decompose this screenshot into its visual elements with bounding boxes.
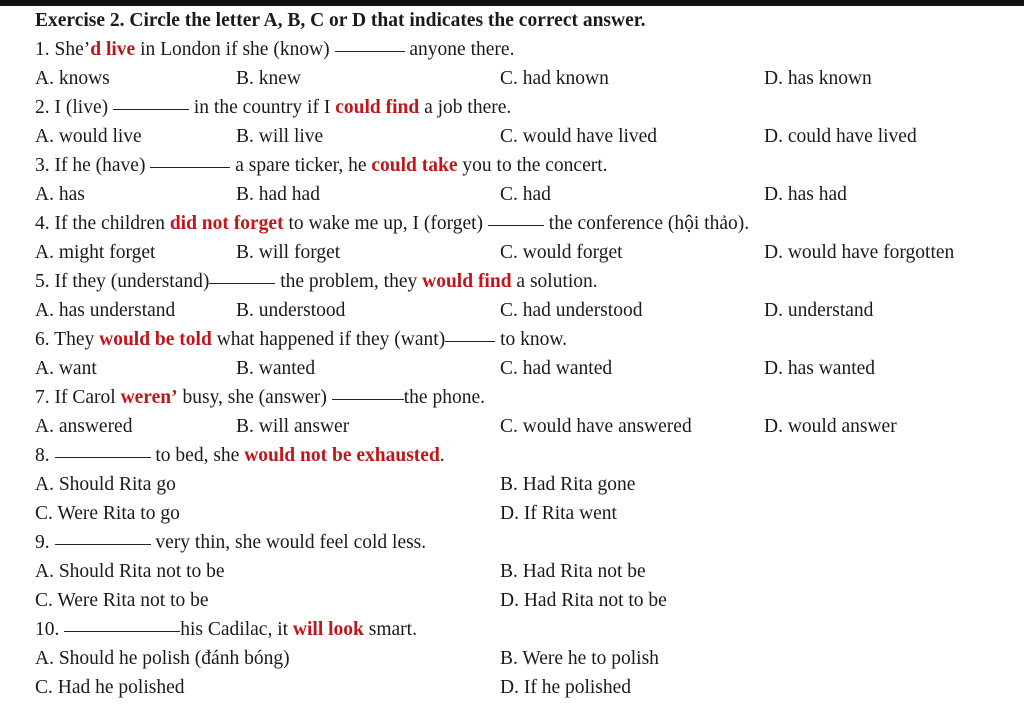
option-c[interactable]: C. would have lived [500,126,658,147]
question-fragment: They [54,329,100,350]
highlighted-phrase: would be told [99,329,212,350]
question-fragment: She’ [54,39,91,60]
option-b[interactable]: B. understood [236,300,346,321]
question-number: 3. [35,155,50,176]
question-fragment: If the children [54,213,170,234]
question-fragment: I (live) [54,97,113,118]
answer-blank[interactable] [55,543,151,545]
question-fragment: very thin, she would feel cold less. [150,532,427,553]
question-text [35,267,598,296]
question-stem [0,615,1024,644]
options-row [0,354,1024,383]
option-d[interactable]: D. If Rita went [500,503,617,524]
question-fragment: to know. [495,329,568,350]
question-number: 1. [35,39,50,60]
exercise-title-line [0,6,1024,35]
option-b[interactable]: B. wanted [236,358,316,379]
question-text [35,35,514,64]
answer-blank[interactable] [64,630,180,632]
option-c[interactable]: C. Had he polished [35,677,185,698]
question-number: 6. [35,329,50,350]
options-row [0,238,1024,267]
option-c[interactable]: C. Were Rita not to be [35,590,209,611]
question-number: 10. [35,619,60,640]
option-d[interactable]: D. could have lived [764,126,917,147]
question-number: 4. [35,213,50,234]
question-text [35,209,749,238]
option-c[interactable]: C. would have answered [500,416,692,437]
option-a[interactable]: A. Should Rita not to be [35,561,225,582]
options-row [0,586,1024,615]
option-b[interactable]: B. Had Rita gone [500,474,636,495]
question-text [35,615,417,644]
question-fragment: his Cadilac, it [180,619,293,640]
option-d[interactable]: D. has known [764,68,872,89]
options-row [0,557,1024,586]
question-text [35,151,608,180]
highlighted-phrase: did not forget [169,213,284,234]
option-b[interactable]: B. Were he to polish [500,648,659,669]
question-fragment: If they (understand) [54,271,210,292]
exercise-title: Exercise 2. Circle the letter A, B, C or D that indicates the correct answer. [35,10,646,31]
question-stem [0,441,1024,470]
option-c[interactable]: C. had understood [500,300,643,321]
option-c[interactable]: C. had wanted [500,358,613,379]
option-a[interactable]: A. Should Rita go [35,474,176,495]
option-b[interactable]: B. knew [236,68,301,89]
question-fragment: smart. [363,619,417,640]
question-stem [0,93,1024,122]
answer-blank[interactable] [55,456,151,458]
answer-blank[interactable] [488,224,544,226]
question-fragment: what happened if they (want) [211,329,446,350]
question-fragment: you to the concert. [457,155,608,176]
question-fragment: in London if she (know) [135,39,335,60]
answer-blank[interactable] [332,398,404,400]
option-a[interactable]: A. Should he polish (đánh bóng) [35,648,290,669]
answer-blank[interactable] [113,108,189,110]
question-text [35,93,511,122]
question-fragment: If he (have) [54,155,151,176]
highlighted-phrase: could find [335,97,420,118]
highlighted-phrase: could take [371,155,458,176]
question-fragment: . [439,445,445,466]
option-d[interactable]: D. would have forgotten [764,242,955,263]
question-stem [0,267,1024,296]
options-row [0,499,1024,528]
question-text [35,441,445,470]
question-fragment: to bed, she [150,445,245,466]
option-d[interactable]: D. Had Rita not to be [500,590,667,611]
question-fragment: to wake me up, I (forget) [283,213,488,234]
question-number: 5. [35,271,50,292]
question-stem [0,325,1024,354]
options-row [0,296,1024,325]
options-row [0,64,1024,93]
highlighted-phrase: would not be exhausted [244,445,440,466]
highlighted-phrase: would find [422,271,512,292]
question-fragment: If Carol [54,387,121,408]
option-d[interactable]: D. If he polished [500,677,632,698]
question-fragment: a job there. [419,97,512,118]
option-c[interactable]: C. had [500,184,551,205]
option-b[interactable]: B. will forget [236,242,341,263]
option-d[interactable]: D. understand [764,300,874,321]
option-a[interactable]: A. knows [35,68,110,89]
question-number: 8. [35,445,50,466]
question-fragment: a solution. [511,271,598,292]
question-fragment: in the country if I [188,97,336,118]
option-a[interactable]: A. would live [35,126,142,147]
question-fragment: busy, she (answer) [177,387,332,408]
highlighted-phrase: d live [90,39,136,60]
question-fragment: a spare ticker, he [230,155,372,176]
answer-blank[interactable] [445,340,495,342]
answer-blank[interactable] [209,282,275,284]
options-row [0,180,1024,209]
option-c[interactable]: C. Were Rita to go [35,503,180,524]
answer-blank[interactable] [150,166,230,168]
option-a[interactable]: A. has understand [35,300,176,321]
options-row [0,412,1024,441]
question-stem [0,209,1024,238]
question-number: 2. [35,97,50,118]
answer-blank[interactable] [335,50,405,52]
option-d[interactable]: D. would answer [764,416,897,437]
options-row [0,122,1024,151]
highlighted-phrase: weren’ [120,387,178,408]
option-d[interactable]: D. has wanted [764,358,876,379]
option-a[interactable]: A. has [35,184,85,205]
option-c[interactable]: C. would forget [500,242,623,263]
option-c[interactable]: C. had known [500,68,609,89]
question-fragment: the phone. [403,387,485,408]
question-stem [0,528,1024,557]
options-row [0,673,1024,702]
option-a[interactable]: A. might forget [35,242,156,263]
question-text [35,325,567,354]
options-row [0,470,1024,499]
options-row [0,644,1024,673]
option-b[interactable]: B. will live [236,126,324,147]
question-fragment: the problem, they [275,271,423,292]
option-b[interactable]: B. will answer [236,416,350,437]
question-stem [0,151,1024,180]
question-fragment: the conference (hội thảo). [543,213,750,234]
question-number: 9. [35,532,50,553]
option-d[interactable]: D. has had [764,184,847,205]
highlighted-phrase: will look [292,619,364,640]
question-text [35,528,426,557]
question-fragment: anyone there. [404,39,515,60]
option-a[interactable]: A. want [35,358,97,379]
question-number: 7. [35,387,50,408]
option-a[interactable]: A. answered [35,416,133,437]
option-b[interactable]: B. had had [236,184,320,205]
question-text [35,383,485,412]
question-stem [0,35,1024,64]
question-stem [0,383,1024,412]
option-b[interactable]: B. Had Rita not be [500,561,646,582]
